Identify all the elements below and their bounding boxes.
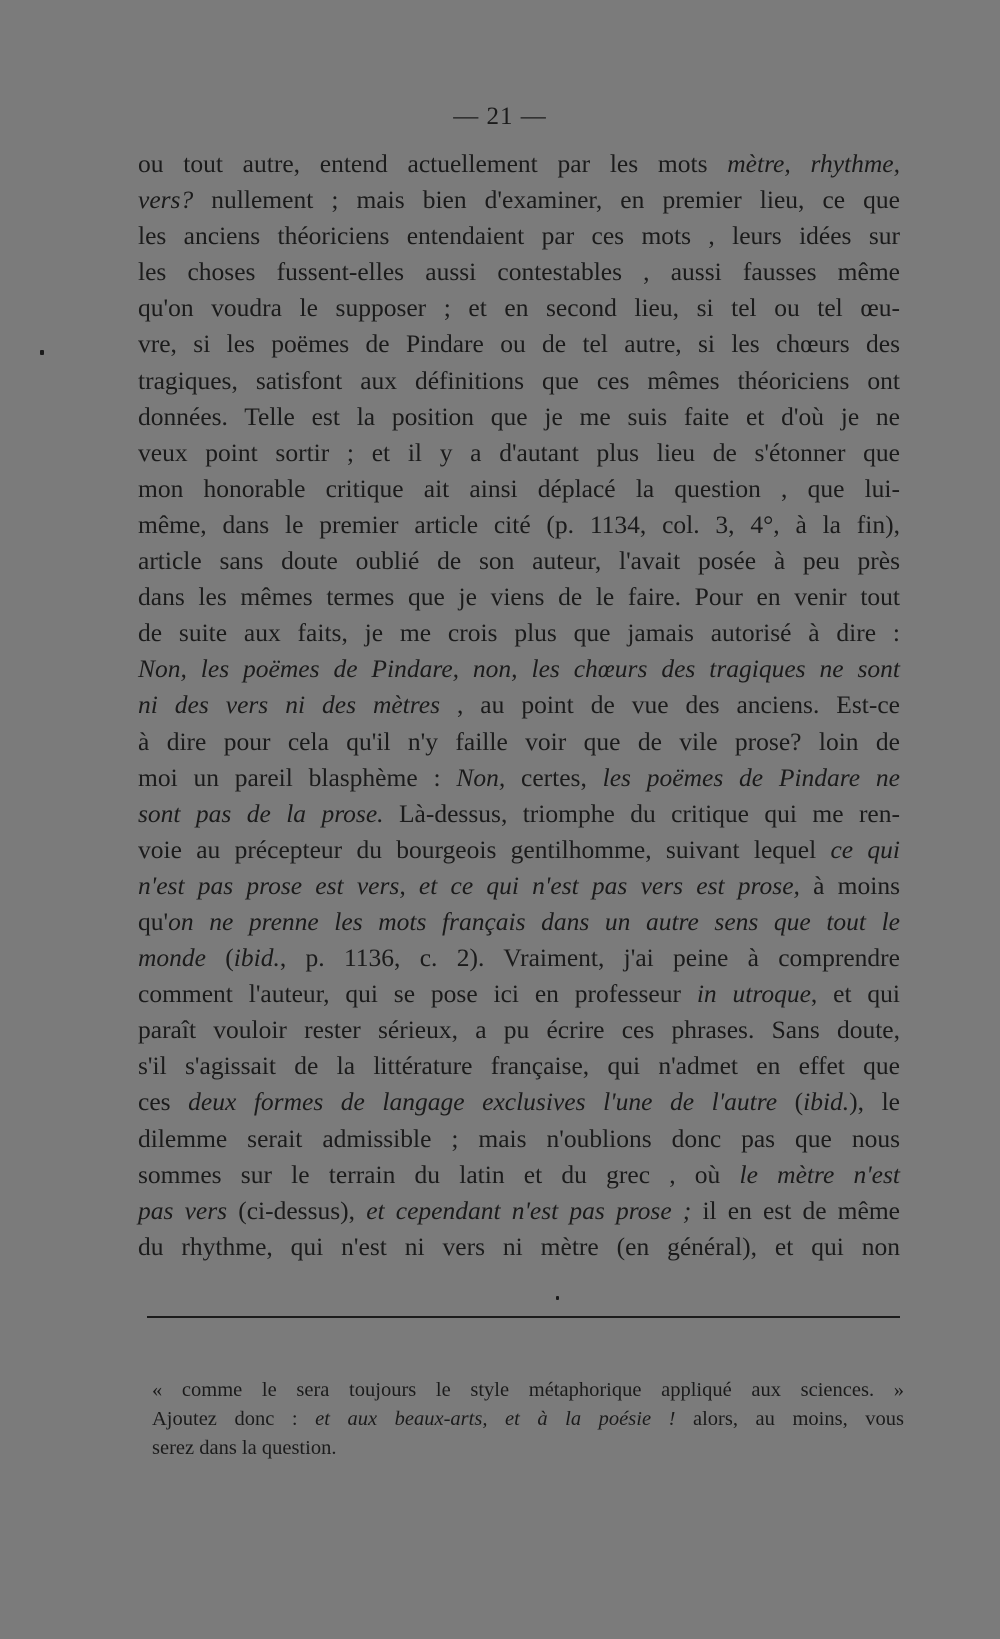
text-line bbox=[138, 146, 900, 182]
text-run: données. Telle est la position que je me suis faite et d'où je ne bbox=[138, 401, 900, 431]
text-run: Là-dessus, triomphe du critique qui me ren- bbox=[383, 798, 900, 828]
italic-run: monde bbox=[138, 943, 206, 973]
text-run: alors, au moins, vous bbox=[675, 1408, 904, 1430]
text-line bbox=[138, 363, 900, 399]
italic-run: sont pas de la prose. bbox=[138, 798, 384, 828]
text-line bbox=[138, 651, 900, 687]
text-run: s'il s'agissait de la littérature française, qui n'admet en effet que bbox=[138, 1051, 900, 1081]
footnote bbox=[152, 1376, 904, 1463]
text-line bbox=[138, 615, 900, 651]
text-run: Ajoutez donc : bbox=[152, 1408, 316, 1430]
text-run: certes, bbox=[505, 762, 603, 792]
footnote-line bbox=[152, 1434, 904, 1463]
text-run: ( bbox=[777, 1087, 804, 1117]
text-line bbox=[138, 1121, 900, 1157]
italic-run: in utroque bbox=[696, 979, 811, 1009]
text-run: dans les mêmes termes que je viens de le faire. Pour en venir tout bbox=[138, 582, 900, 612]
text-run: de suite aux faits, je me crois plus que jamais autorisé à dire : bbox=[138, 618, 900, 648]
italic-run: vers? bbox=[138, 185, 194, 215]
italic-run: Non, les poëmes de Pindare, non, les chœurs des tragiques ne sont bbox=[138, 654, 900, 684]
italic-run: ni des vers ni des mètres bbox=[138, 690, 440, 720]
text-line bbox=[138, 940, 900, 976]
text-run: comment l'auteur, qui se pose ici en professeur bbox=[138, 979, 697, 1009]
text-line bbox=[138, 435, 900, 471]
text-run: les anciens théoriciens entendaient par ces mots , leurs idées sur bbox=[138, 221, 900, 251]
footnote-line bbox=[152, 1405, 904, 1434]
text-run: dilemme serait admissible ; mais n'oublions donc pas que nous bbox=[138, 1123, 900, 1153]
print-speck bbox=[40, 350, 44, 355]
text-line bbox=[138, 326, 900, 362]
text-line bbox=[138, 976, 900, 1012]
text-line bbox=[138, 868, 900, 904]
italic-run: ibid. bbox=[803, 1087, 850, 1117]
text-run: article sans doute oublié de son auteur, l'avait posée à peu près bbox=[138, 546, 900, 576]
footnote-line bbox=[152, 1376, 904, 1405]
text-run: à dire pour cela qu'il n'y faille voir que de vile prose? loin de bbox=[138, 726, 900, 756]
italic-run: Non, bbox=[456, 762, 506, 792]
text-line bbox=[138, 543, 900, 579]
text-run: paraît vouloir rester sérieux, a pu écrire ces phrases. Sans doute, bbox=[138, 1015, 900, 1045]
text-run: ces bbox=[138, 1087, 189, 1117]
text-run: ou tout autre, entend actuellement par les mots bbox=[138, 149, 728, 178]
italic-run: mètre, rhythme, bbox=[727, 149, 900, 178]
text-run: sommes sur le terrain du latin et du grec , où bbox=[138, 1159, 740, 1189]
text-run: qu' bbox=[138, 906, 169, 936]
text-run: mon honorable critique ait ainsi déplacé la question , que lui- bbox=[138, 473, 900, 503]
text-run: ( bbox=[205, 943, 234, 973]
text-run: il en est de même bbox=[691, 1195, 900, 1225]
text-run: les choses fussent-elles aussi contestables , aussi fausses même bbox=[138, 257, 900, 287]
italic-run: n'est pas prose est vers, et ce qui n'est pas vers est prose, bbox=[138, 870, 800, 900]
text-line bbox=[138, 579, 900, 615]
text-line bbox=[138, 1012, 900, 1048]
text-line bbox=[138, 1084, 900, 1120]
text-run: nullement ; mais bien d'examiner, en premier lieu, ce que bbox=[193, 185, 900, 215]
text-run: vre, si les poëmes de Pindare ou de tel autre, si les chœurs des bbox=[138, 329, 900, 359]
text-run: veux point sortir ; et il y a d'autant plus lieu de s'étonner que bbox=[138, 437, 900, 467]
text-line bbox=[138, 182, 900, 218]
text-line bbox=[138, 832, 900, 868]
italic-run: deux formes de langage exclusives l'une de l'autre bbox=[188, 1087, 778, 1117]
italic-run: le mètre n'est bbox=[739, 1159, 901, 1189]
text-line bbox=[138, 1229, 900, 1265]
text-line bbox=[138, 218, 900, 254]
text-run: , au point de vue des anciens. Est-ce bbox=[440, 690, 900, 720]
print-speck bbox=[556, 1296, 559, 1300]
text-run: à moins bbox=[799, 870, 900, 900]
text-line bbox=[138, 687, 900, 723]
text-line bbox=[138, 399, 900, 435]
text-run: , et qui bbox=[810, 979, 901, 1009]
text-run: voie au précepteur du bourgeois gentilhomme, suivant lequel bbox=[138, 834, 831, 864]
italic-run: pas vers bbox=[138, 1195, 228, 1225]
text-run: serez dans la question. bbox=[152, 1437, 337, 1459]
text-run: du rhythme, qui n'est ni vers ni mètre (en général), et qui non bbox=[138, 1231, 900, 1261]
italic-run: ce qui bbox=[830, 834, 900, 864]
text-line bbox=[138, 471, 900, 507]
text-line bbox=[138, 1157, 900, 1193]
text-run: (ci-dessus), bbox=[227, 1195, 367, 1225]
text-line bbox=[138, 796, 900, 832]
text-line bbox=[138, 254, 900, 290]
body-text bbox=[138, 146, 900, 1265]
text-line bbox=[138, 507, 900, 543]
text-run: qu'on voudra le supposer ; et en second lieu, si tel ou tel œu- bbox=[138, 293, 900, 323]
text-run: tragiques, satisfont aux définitions que ces mêmes théoriciens ont bbox=[138, 365, 900, 395]
text-run: « comme le sera toujours le style métaphorique appliqué aux sciences. » bbox=[152, 1379, 904, 1401]
italic-run: on ne prenne les mots français dans un autre sens que tout le bbox=[168, 906, 900, 936]
text-run: même, dans le premier article cité (p. 1134, col. 3, 4°, à la fin), bbox=[138, 509, 900, 539]
footnote-rule bbox=[147, 1316, 900, 1318]
text-run: ), le bbox=[849, 1087, 900, 1117]
text-line bbox=[138, 904, 900, 940]
text-line bbox=[138, 290, 900, 326]
text-line bbox=[138, 724, 900, 760]
text-run: moi un pareil blasphème : bbox=[138, 762, 457, 792]
page-number: — 21 — bbox=[453, 103, 547, 130]
text-run: , p. 1136, c. 2). Vraiment, j'ai peine à comprendre bbox=[279, 943, 900, 973]
text-line bbox=[138, 1193, 900, 1229]
text-line bbox=[138, 760, 900, 796]
italic-run: les poëmes de Pindare ne bbox=[602, 762, 900, 792]
italic-run: ibid. bbox=[233, 943, 280, 973]
text-line bbox=[138, 1048, 900, 1084]
italic-run: et cependant n'est pas prose ; bbox=[366, 1195, 692, 1225]
italic-run: et aux beaux-arts, et à la poésie ! bbox=[315, 1408, 676, 1430]
